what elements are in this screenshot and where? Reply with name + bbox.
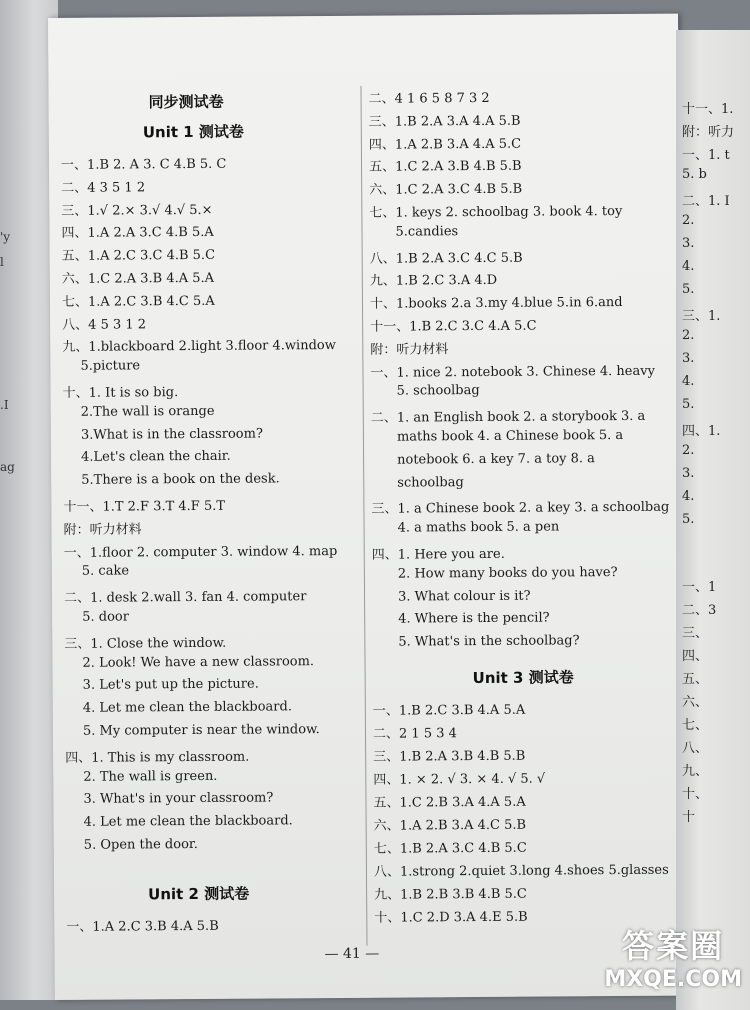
answer-line: 六、1.C 2.A 3.C 4.B 5.B xyxy=(369,181,523,198)
answer-line: 十、1.books 2.a 3.my 4.blue 5.in 6.and xyxy=(369,295,623,312)
adjacent-text: 二、1. I xyxy=(682,194,730,209)
unit2-title: Unit 2 测试卷 xyxy=(148,884,250,904)
adjacent-text: 四、1. xyxy=(682,424,721,439)
answer-line: 三、1.B 2.A 3.B 4.B 5.B xyxy=(373,748,526,765)
answer-line: 六、1.C 2.A 3.B 4.A 5.A xyxy=(61,270,215,287)
adjacent-text: 五、 xyxy=(682,672,709,687)
adjacent-text: 4. xyxy=(682,374,695,389)
answer-line: 十、1. It is so big. xyxy=(62,385,179,401)
answer-line: 5. schoolbag xyxy=(396,383,480,399)
answer-line: 二、4 3 5 1 2 xyxy=(61,180,146,196)
answer-line: 4.Let's clean the chair. xyxy=(81,449,231,466)
adjacent-text: 4. xyxy=(682,259,695,274)
answer-line: 5. Open the door. xyxy=(83,836,198,853)
adjacent-text: 九、 xyxy=(682,764,709,779)
adjacent-text: 3. xyxy=(682,236,695,251)
answer-line: 十一、1.T 2.F 3.T 4.F 5.T xyxy=(63,498,226,515)
answer-line: 九、1.B 2.C 3.A 4.D xyxy=(369,273,498,290)
adjacent-text: 四、 xyxy=(682,649,709,664)
watermark-url: MXQE.COM xyxy=(604,967,742,992)
answer-line: 二、1. desk 2.wall 3. fan 4. computer xyxy=(64,589,307,607)
answer-line: 一、1.A 2.C 3.B 4.A 5.B xyxy=(66,918,219,935)
watermark-logo xyxy=(604,921,742,992)
answer-page xyxy=(48,14,685,1000)
answer-line: 九、1.blackboard 2.light 3.floor 4.window xyxy=(62,338,336,356)
answer-line: 十、1.C 2.D 3.A 4.E 5.B xyxy=(374,909,528,926)
answer-line: 八、4 5 3 1 2 xyxy=(62,316,147,333)
adjacent-text: 'y xyxy=(0,230,11,244)
adjacent-text: 三、1. xyxy=(682,309,721,324)
answer-line: 2. Look! We have a new classroom. xyxy=(82,653,315,671)
adjacent-text: 七、 xyxy=(682,718,709,733)
answer-line: 一、1. nice 2. notebook 3. Chinese 4. heavy xyxy=(370,363,655,381)
answer-line: schoolbag xyxy=(397,474,464,491)
answer-line: 一、1.B 2.C 3.B 4.A 5.A xyxy=(372,702,526,719)
answer-line: 七、1.B 2.A 3.C 4.B 5.C xyxy=(373,840,527,857)
adjacent-text: 3. xyxy=(682,351,695,366)
answer-line: 三、1. Close the window. xyxy=(64,635,227,652)
answer-line: 一、1.B 2. A 3. C 4.B 5. C xyxy=(60,156,227,173)
answer-line: 4. Let me clean the blackboard. xyxy=(83,813,293,830)
answer-line: 2. The wall is green. xyxy=(83,768,218,785)
unit3-title: Unit 3 测试卷 xyxy=(472,668,574,688)
adjacent-text: 十一、1. xyxy=(682,102,734,117)
answer-line: 4. Let me clean the blackboard. xyxy=(82,699,293,716)
adjacent-text: ag xyxy=(0,460,15,474)
answer-line: 四、1.A 2.B 3.A 4.A 5.C xyxy=(368,136,522,153)
answer-line: 3. Let's put up the picture. xyxy=(82,676,259,694)
adjacent-text: 5. xyxy=(682,282,695,297)
answer-line: 一、1.floor 2. computer 3. window 4. map xyxy=(63,543,338,561)
adjacent-text: .I xyxy=(0,398,9,412)
answer-line: 3.What is in the classroom? xyxy=(80,426,263,443)
answer-line: 5. cake xyxy=(81,563,130,580)
answer-line: 5.There is a book on the desk. xyxy=(81,471,280,488)
answer-line: 附：听力材料 xyxy=(63,522,142,538)
answer-line: 5. My computer is near the window. xyxy=(82,722,320,739)
answer-line: 2. How many books do you have? xyxy=(397,564,618,582)
answer-line: 5. door xyxy=(82,609,129,625)
answer-line: 4. Where is the pencil? xyxy=(398,610,550,627)
answer-line: 附：听力材料 xyxy=(370,342,449,358)
answer-line: 3. What's in your classroom? xyxy=(83,790,274,808)
answer-line: 二、4 1 6 5 8 7 3 2 xyxy=(368,90,490,107)
answer-line: 二、1. an English book 2. a storybook 3. a xyxy=(370,409,646,426)
adjacent-text: 2. xyxy=(682,328,695,343)
adjacent-text: 六、 xyxy=(682,695,709,710)
answer-line: 五、1.C 2.A 3.B 4.B 5.B xyxy=(369,159,522,176)
answer-line: 四、1. This is my classroom. xyxy=(65,749,250,766)
adjacent-text: l xyxy=(0,255,4,269)
answer-line: 5.candies xyxy=(395,223,459,240)
adjacent-text: 一、1. t xyxy=(682,148,730,163)
answer-line: 三、1. a Chinese book 2. a key 3. a schoolbag xyxy=(371,500,670,518)
answer-line: notebook 6. a key 7. a toy 8. a xyxy=(397,450,595,468)
adjacent-text: 十、 xyxy=(682,787,709,802)
unit1-title: Unit 1 测试卷 xyxy=(142,122,244,142)
answer-line: 2.The wall is orange xyxy=(80,403,215,420)
answer-line: 八、1.B 2.A 3.C 4.C 5.B xyxy=(369,250,523,267)
adjacent-text: 5. xyxy=(682,397,695,412)
answer-line: 六、1.A 2.B 3.A 4.C 5.B xyxy=(373,817,527,834)
adjacent-text: 5. xyxy=(682,512,695,527)
section-title: 同步测试卷 xyxy=(148,92,224,112)
page-number: — 41 — xyxy=(324,945,380,963)
adjacent-text: 3. xyxy=(682,466,695,481)
adjacent-text: 4. xyxy=(682,489,695,504)
answer-line: maths book 4. a Chinese book 5. a xyxy=(396,427,624,445)
column-divider xyxy=(360,86,367,946)
answer-line: 5. What's in the schoolbag? xyxy=(398,633,580,650)
adjacent-text: 附：听力 xyxy=(682,125,735,140)
answer-line: 八、1.strong 2.quiet 3.long 4.shoes 5.glasses xyxy=(373,862,669,880)
adjacent-text: 二、3 xyxy=(682,603,717,618)
adjacent-text: 2. xyxy=(682,213,695,228)
answer-line: 4. a maths book 5. a pen xyxy=(397,519,560,536)
answer-line: 九、1.B 2.B 3.B 4.B 5.C xyxy=(374,886,527,903)
adjacent-text: 八、 xyxy=(682,741,709,756)
answer-line: 3. What colour is it? xyxy=(397,588,531,605)
adjacent-text: 一、1 xyxy=(682,580,717,595)
adjacent-page-right xyxy=(676,30,750,1010)
answer-line: 四、1. Here you are. xyxy=(371,546,505,563)
right-column xyxy=(368,14,678,926)
answer-line: 三、1.B 2.A 3.A 4.A 5.B xyxy=(368,113,521,130)
answer-line: 四、1.A 2.A 3.C 4.B 5.A xyxy=(61,225,214,242)
answer-line: 五、1.C 2.B 3.A 4.A 5.A xyxy=(373,794,526,811)
answer-line: 四、1. × 2. √ 3. × 4. √ 5. √ xyxy=(373,771,546,788)
answer-line: 七、1. keys 2. schoolbag 3. book 4. toy xyxy=(369,203,623,221)
answer-line: 五、1.A 2.C 3.C 4.B 5.C xyxy=(61,248,216,265)
answer-line: 5.picture xyxy=(80,358,141,374)
answer-line: 二、2 1 5 3 4 xyxy=(372,726,457,742)
adjacent-text: 三、 xyxy=(682,626,709,641)
answer-line: 十一、1.B 2.C 3.C 4.A 5.C xyxy=(370,318,537,335)
adjacent-text: 5. b xyxy=(682,167,707,182)
adjacent-text: 十 xyxy=(682,810,696,825)
answer-line: 三、1.√ 2.× 3.√ 4.√ 5.× xyxy=(61,202,213,219)
adjacent-text: 2. xyxy=(682,443,695,458)
answer-line: 七、1.A 2.C 3.B 4.C 5.A xyxy=(61,293,215,310)
watermark-title: 答案圈 xyxy=(622,927,725,965)
